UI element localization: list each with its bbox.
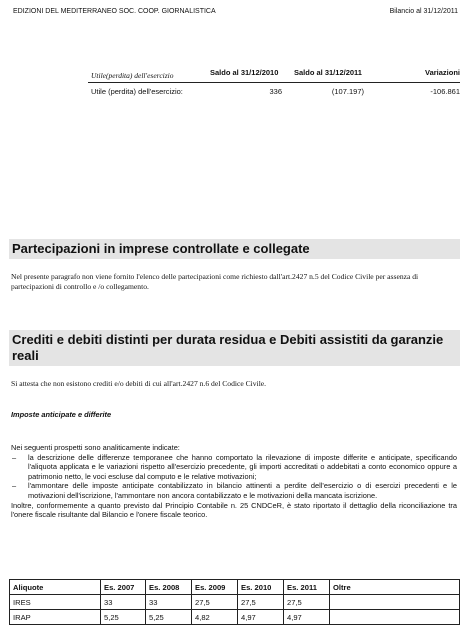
column-header: Aliquote [10,580,101,595]
table-cell [330,610,460,625]
table-cell: 27,5 [192,595,238,610]
table-header-row [10,580,460,595]
column-header: Es. 2011 [284,580,330,595]
bilancio-date: Bilancio al 31/12/2011 [389,8,458,15]
dash-bullet: – [12,481,17,491]
section-paragraph: Si attesta che non esistono crediti e/o debiti di cui all'art.2427 n.6 del Codice Civile. [11,379,267,388]
company-name: EDIZIONI DEL MEDITERRANEO SOC. COOP. GIORNALISTICA [13,8,216,15]
table-cell: 4,82 [192,610,238,625]
table-cell: 5,25 [146,610,192,625]
imposte-outro: Inoltre, conformemente a quanto previsto dal Principio Contabile n. 25 CNDCeR, è stato riportato il dettaglio della riconciliazione tra l'onere fiscale risultante dal Bilancio e l'onere fiscale teorico. [11,500,457,520]
section-title: Crediti e debiti distinti per durata residua e Debiti assistiti da garanzie reali [12,332,444,363]
section-title: Partecipazioni in imprese controllate e collegate [12,241,310,256]
column-header: Saldo al 31/12/2010 [210,68,279,77]
table-cell: 5,25 [101,610,146,625]
utile-table-header [88,62,460,83]
table-row [10,610,460,625]
column-header: Variazioni [424,68,460,77]
table-cell: 4,97 [284,610,330,625]
column-header: Es. 2009 [192,580,238,595]
table-cell: 33 [101,595,146,610]
utile-table [88,62,460,97]
utile-table-title: Utile(perdita) dell'esercizio [91,71,174,80]
imposte-text [11,443,457,520]
table-cell: (107.197) [331,87,364,96]
imposte-list [11,453,457,501]
column-header: Saldo al 31/12/2011 [294,68,362,77]
table-cell: 4,97 [238,610,284,625]
list-item-text: l'ammontare delle imposte anticipate contabilizzato in bilancio attinenti a perdite dell'esercizio o di esercizi precedenti e le motivazioni dell'iscrizione, l'ammontare non ancora contabilizzato e le motivazioni della mancata iscrizione. [28,481,457,500]
table-cell: 33 [146,595,192,610]
column-header: Oltre [330,580,460,595]
list-item [11,453,457,482]
table-row [88,83,460,97]
table-cell: IRES [10,595,101,610]
aliquote-table [9,579,460,625]
imposte-intro: Nei seguenti prospetti sono analiticamente indicate: [11,443,180,452]
subsection-title: Imposte anticipate e differite [11,410,112,419]
column-header: Es. 2010 [238,580,284,595]
table-cell: 27,5 [238,595,284,610]
section-heading [9,330,460,366]
table-cell [330,595,460,610]
dash-bullet: – [12,452,17,462]
table-cell: -106.861 [430,87,460,96]
table-cell: 336 [269,87,282,96]
table-cell: 27,5 [284,595,330,610]
section-heading [9,239,460,259]
table-row [10,595,460,610]
column-header: Es. 2008 [146,580,192,595]
list-item-text: la descrizione delle differenze temporanee che hanno comportato la rilevazione di imposte differite e anticipate, specificando l'aliquota applicata e le variazioni rispetto all'esercizio precedente, gli importi accreditati o addebitati a conto economico oppure a patrimonio netto, le voci escluse dal computo e le relative motivazioni; [28,452,457,481]
column-header: Es. 2007 [101,580,146,595]
table-cell: IRAP [10,610,101,625]
list-item [11,481,457,500]
section-paragraph: Nel presente paragrafo non viene fornito l'elenco delle partecipazioni come richiesto dall'art.2427 n.5 del Codice Civile per assenza di partecipazioni di controllo e /o collegamento. [11,272,419,291]
row-label: Utile (perdita) dell'esercizio: [91,87,183,96]
